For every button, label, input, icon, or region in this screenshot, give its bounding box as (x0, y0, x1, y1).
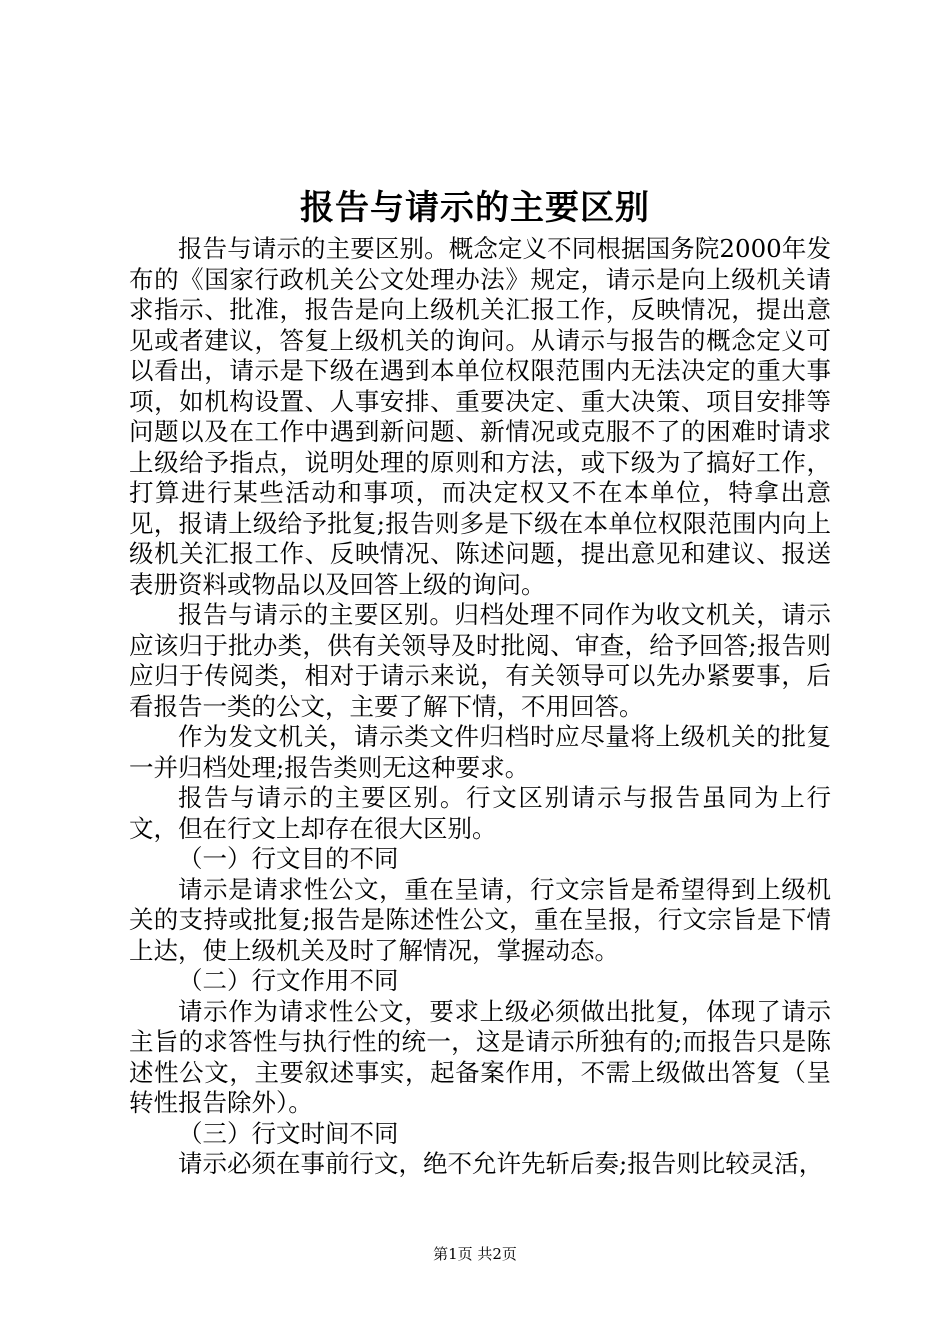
document-title: 报告与请示的主要区别 (300, 188, 650, 228)
paragraph-concept-definition: 报告与请示的主要区别。概念定义不同根据国务院2000年发布的《国家行政机关公文处理办法》规定，请示是向上级机关请求指示、批准，报告是向上级机关汇报工作，反映情况，提出意见或者建议，答复上级机关的询问。从请示与报告的概念定义可以看出，请示是下级在遇到本单位权限范围内无法决定的重大事项，如机构设置、人事安排、重要决定、重大决策、项目安排等问题以及在工作中遇到新问题、新情况或克服不了的困难时请求上级给予指点，说明处理的原则和方法，或下级为了搞好工作，打算进行某些活动和事项，而决定权又不在本单位，特拿出意见，报请上级给予批复;报告则多是下级在本单位权限范围内向上级机关汇报工作、反映情况、陈述问题，提出意见和建议、报送表册资料或物品以及回答上级的询问。 (129, 234, 831, 599)
paragraph-issuing-agency: 作为发文机关，请示类文件归档时应尽量将上级机关的批复一并归档处理;报告类则无这种要求。 (129, 722, 831, 782)
paragraph-archiving: 报告与请示的主要区别。归档处理不同作为收文机关，请示应该归于批办类，供有关领导及时批阅、审查，给予回答;报告则应归于传阅类，相对于请示来说，有关领导可以先办紧要事，后看报告一类的公文，主要了解下情，不用回答。 (129, 600, 831, 721)
section-heading-timing: （三）行文时间不同 (178, 1118, 399, 1148)
paragraph-function: 请示作为请求性公文，要求上级必须做出批复，体现了请示主旨的求答性与执行性的统一，这是请示所独有的;而报告只是陈述性公文，主要叙述事实，起备案作用，不需上级做出答复（呈转性报告除外）。 (129, 996, 831, 1117)
paragraph-writing-difference: 报告与请示的主要区别。行文区别请示与报告虽同为上行文，但在行文上却存在很大区别。 (129, 783, 831, 843)
page-footer: 第1页 共2页 (433, 1245, 517, 1263)
section-heading-purpose: （一）行文目的不同 (178, 844, 399, 873)
paragraph-timing: 请示必须在事前行文，绝不允许先斩后奏;报告则比较灵活， (178, 1149, 824, 1178)
document-body (129, 234, 831, 1180)
paragraph-purpose: 请示是请求性公文，重在呈请，行文宗旨是希望得到上级机关的支持或批复;报告是陈述性公文，重在呈报，行文宗旨是下情上达，使上级机关及时了解情况，掌握动态。 (129, 874, 831, 965)
section-heading-function: （二）行文作用不同 (178, 966, 399, 995)
